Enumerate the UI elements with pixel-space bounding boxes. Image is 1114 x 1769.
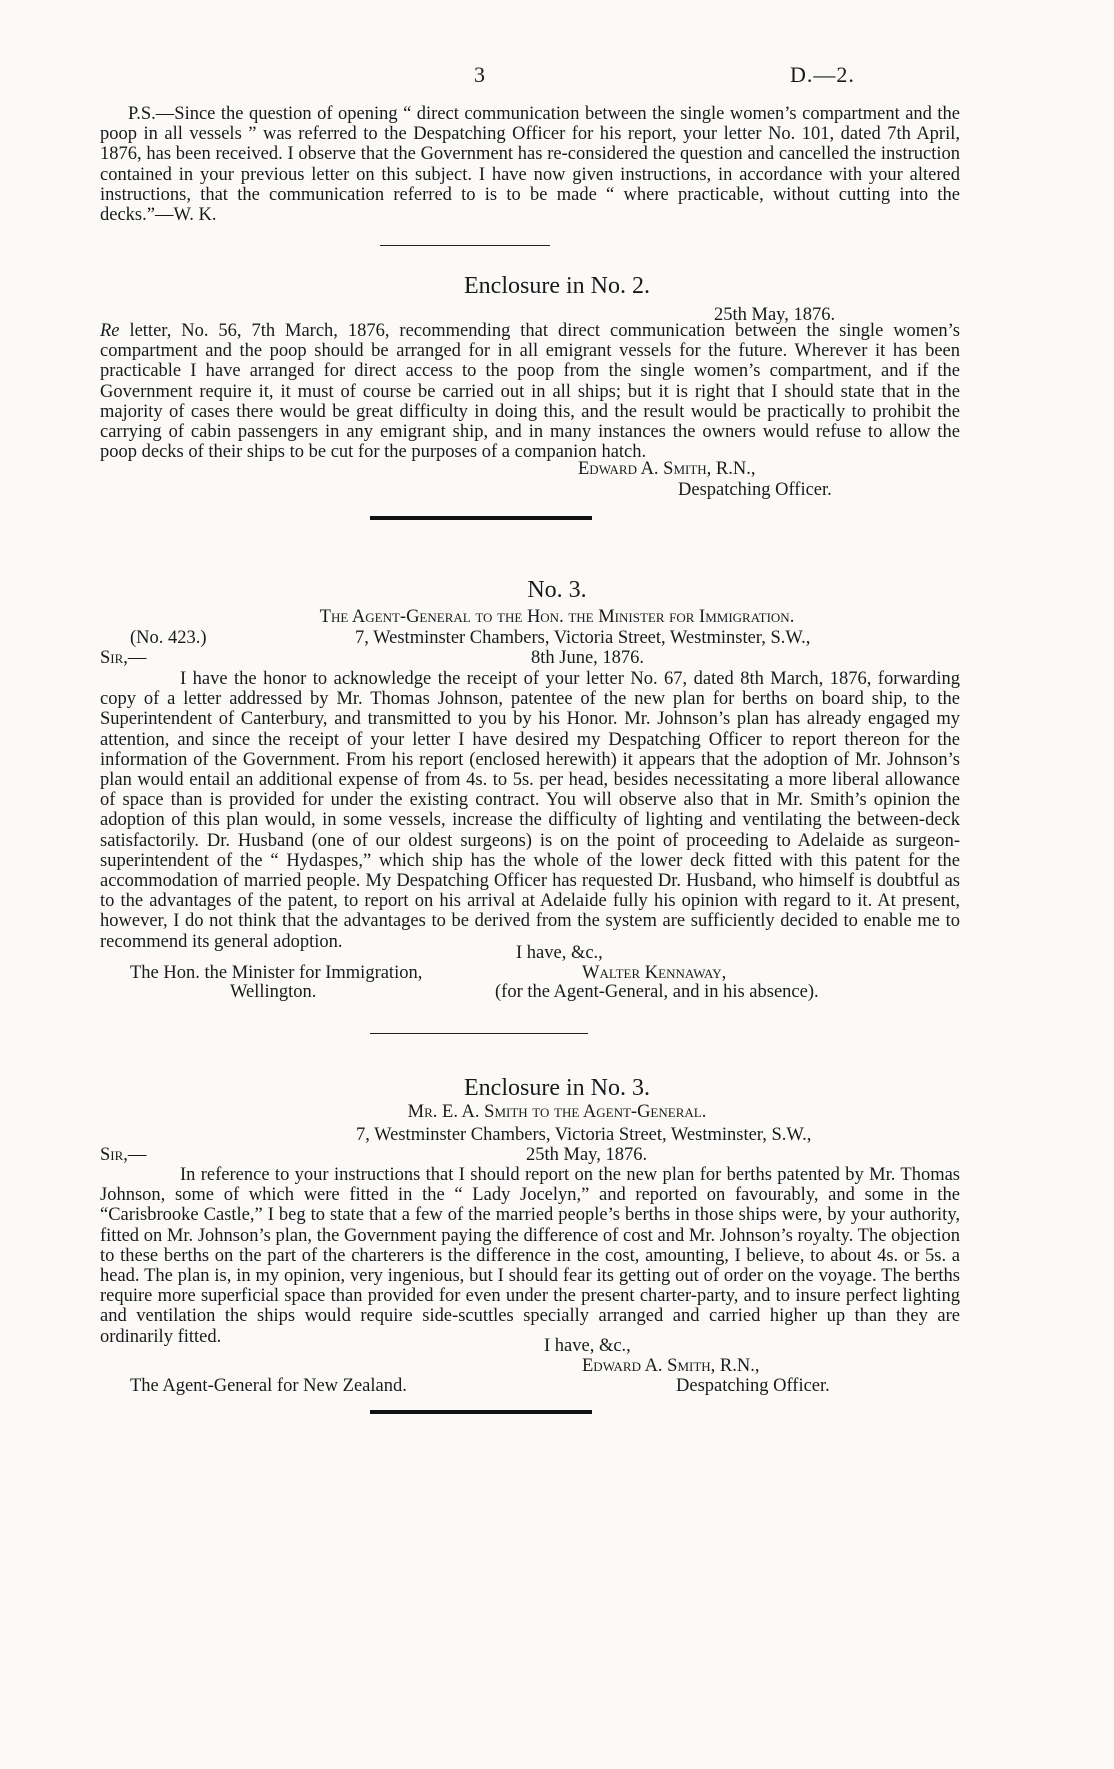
enclosure-3-salutation: Sir,—: [100, 1145, 147, 1165]
enclosure-2-date: 25th May, 1876.: [714, 305, 836, 325]
section-divider: [370, 1033, 588, 1034]
no-3-address: 7, Westminster Chambers, Victoria Street, Westminster, S.W.,: [355, 628, 811, 648]
enclosure-3-body: In reference to your instructions that I should report on the new plan for berths patented by Mr. Thomas Johnson, some of which were fitted in the “ Lady Jocelyn,” and reported on favourably, and some in the “Carisbrooke Castle,” I beg to state that a few of the married people’s berths in those ships were, by your authority, fitted on Mr. Johnson’s plan, the Government paying the difference of cost and Mr. Johnson’s royalty. The objection to these berths on the part of the charterers is the difference in the cost, amounting, I believe, to about 4s. or 5s. a head. The plan is, in my opinion, very ingenious, but I should fear its getting out of order on the voyage. The berths require more superficial space than provided for even under the present charter-party, and to insure perfect lighting and ventilation the ships would require side-scuttles specially arranged and carried higher up than they are ordinarily fitted.: [100, 1165, 960, 1347]
no-3-recipient-line-2: Wellington.: [230, 982, 317, 1002]
no-3-recipient-line-1: The Hon. the Minister for Immigration,: [130, 963, 423, 983]
enclosure-3-signature-name: Edward A. Smith, R.N.,: [582, 1356, 760, 1376]
no-3-body: I have the honor to acknowledge the receipt of your letter No. 67, dated 8th March, 1876, forwarding copy of a letter addressed by Mr. Thomas Johnson, patentee of the new plan for berths on board ship, to the Superintendent of Canterbury, and transmitted to you by his Honor. Mr. Johnson’s plan has already engaged my attention, and since the receipt of your letter I have desired my Despatching Officer to report thereon for the information of the Government. From his report (enclosed herewith) it appears that the adoption of Mr. Johnson’s plan would entail an additional expense of from 4s. to 5s. per head, besides necessitating a more liberal allowance of space than is provided for under the existing contract. You will observe also that in Mr. Smith’s opinion the adoption of this plan would, in some vessels, increase the difficulty of lighting and ventilating the between-deck satisfactorily. Dr. Husband (one of our oldest surgeons) is on the point of proceeding to Adelaide as surgeon-superintendent of the “ Hydaspes,” which ship has the whole of the lower deck fitted with this patent for the accommodation of married people. My Despatching Officer has requested Dr. Husband, who himself is doubtful as to the advantages of the patent, to report on his arrival at Adelaide fully his opinion with regard to it. At present, however, I do not think that the advantages to be derived from the system are sufficiently decided to enable me to recommend its general adoption.: [100, 669, 960, 952]
enclosure-3-address: 7, Westminster Chambers, Victoria Street, Westminster, S.W.,: [356, 1125, 812, 1145]
section-rule: [370, 1410, 592, 1414]
no-3-letter-number: (No. 423.): [130, 628, 207, 648]
enclosure-2-body: [100, 321, 960, 462]
page-number: 3: [474, 62, 485, 87]
no-3-signature-note: (for the Agent-General, and in his absence).: [495, 982, 819, 1002]
no-3-signature-name: Walter Kennaway,: [582, 963, 727, 983]
no-3-salutation: Sir,—: [100, 648, 147, 668]
enclosure-3-heading: Enclosure in No. 3.: [464, 1075, 650, 1101]
enclosure-3-closing: I have, &c.,: [544, 1336, 631, 1356]
enclosure-2-signature-name: Edward A. Smith, R.N.,: [578, 459, 756, 479]
enclosure-3-subheading: Mr. E. A. Smith to the Agent-General.: [407, 1102, 707, 1122]
enclosure-2-body-text: letter, No. 56, 7th March, 1876, recommending that direct communication between the single women’s compartment and the poop should be arranged for in all emigrant vessels for the future. Wherever it has been practicable I have arranged for direct access to the poop from the single women’s compartment, and if the Government require it, it must of course be carried out in all ships; but it is right that I should state that in the majority of cases there would be great difficulty in doing this, and the result would be practically to prohibit the carrying of cabin passengers in any emigrant ship, and in many instances the owners would refuse to allow the poop decks of their ships to be cut for the purposes of a companion hatch.: [100, 321, 960, 463]
document-reference: D.—2.: [790, 62, 855, 87]
no-3-date: 8th June, 1876.: [531, 648, 645, 668]
enclosure-2-signature-title: Despatching Officer.: [678, 480, 832, 500]
re-word: Re: [100, 321, 120, 341]
section-rule: [370, 516, 592, 520]
enclosure-3-signature-title: Despatching Officer.: [676, 1376, 830, 1396]
no-3-closing: I have, &c.,: [516, 943, 603, 963]
enclosure-3-recipient: The Agent-General for New Zealand.: [130, 1376, 407, 1396]
no-3-subheading: The Agent-General to the Hon. the Minister for Immigration.: [319, 607, 795, 627]
no-3-heading: No. 3.: [527, 577, 587, 603]
postscript-paragraph: P.S.—Since the question of opening “ direct communication between the single women’s compartment and the poop in all vessels ” was referred to the Despatching Officer for his report, your letter No. 101, dated 7th April, 1876, has been received. I observe that the Government has re-considered the question and cancelled the instruction contained in your previous letter on this subject. I have now given instructions, in accordance with your altered instructions, that the communication referred to is to be made “ where practicable, without cutting into the decks.”—W. K.: [100, 104, 960, 226]
section-divider: [380, 245, 550, 246]
enclosure-2-heading: Enclosure in No. 2.: [464, 273, 650, 299]
enclosure-3-date: 25th May, 1876.: [526, 1145, 648, 1165]
